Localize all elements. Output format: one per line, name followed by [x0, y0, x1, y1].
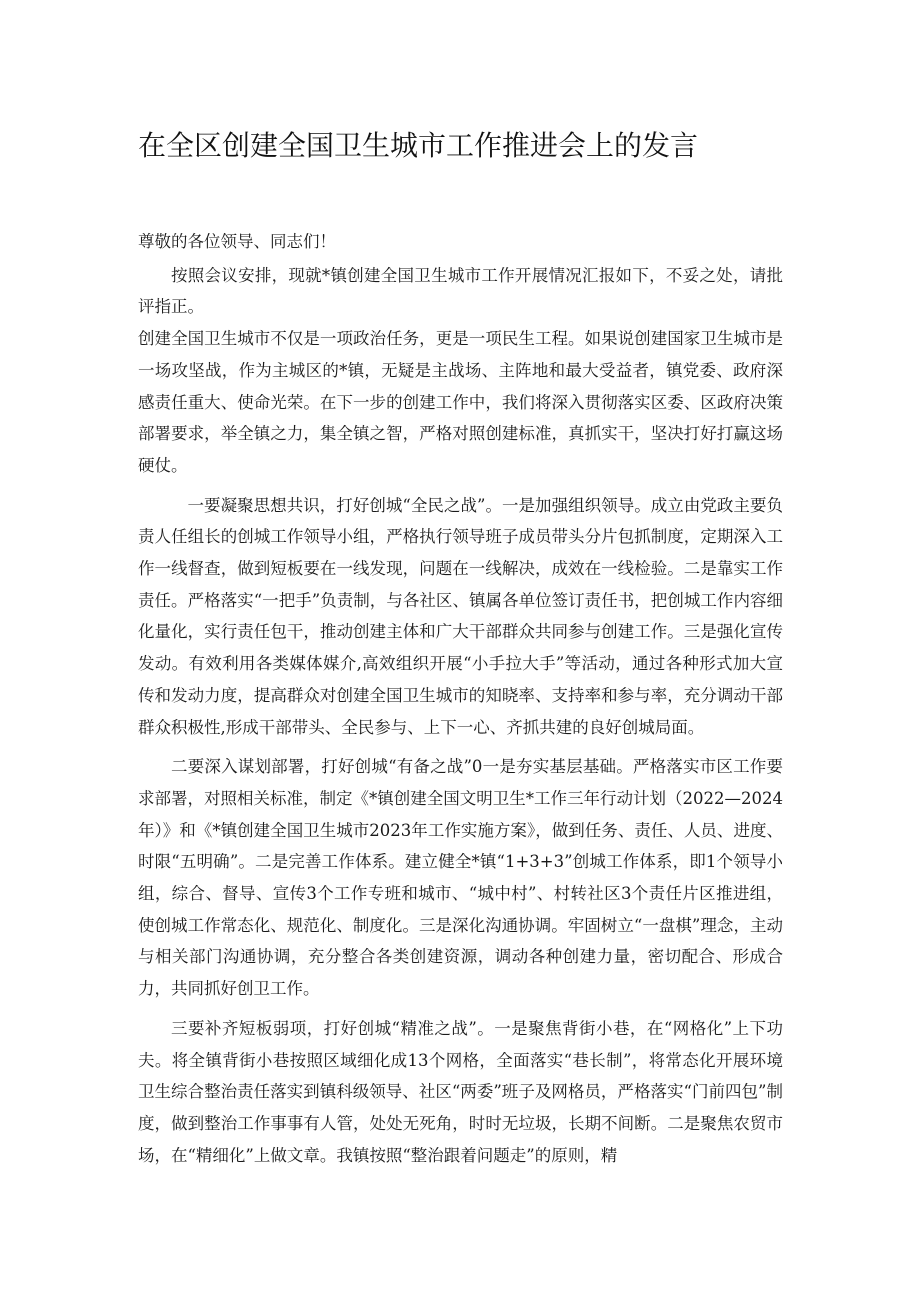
- paragraph-intro: 按照会议安排，现就*镇创建全国卫生城市工作开展情况汇报如下，不妥之处，请批评指正。: [138, 265, 783, 317]
- document-title: 在全区创建全国卫生城市工作推进会上的发言: [138, 129, 699, 162]
- paragraph-overview: 创建全国卫生城市不仅是一项政治任务，更是一项民生工程。如果说创建国家卫生城市是一场攻坚战，作为主城区的*镇，无疑是主战场、主阵地和最大受益者，镇党委、政府深感责任重大、使命光荣。在下一步的创建工作中，我们将深入贯彻落实区委、区政府决策部署要求，举全镇之力，集全镇之智，严格对照创建标准，真抓实干，坚决打好打赢这场硬仗。: [138, 329, 783, 475]
- document-body: [138, 226, 783, 1171]
- salutation: 尊敬的各位领导、同志们！: [138, 232, 336, 251]
- paragraph-point-two: 二要深入谋划部署，打好创城“有备之战”0一是夯实基层基础。严格落实市区工作要求部署，对照相关标准，制定《*镇创建全国文明卫生*工作三年行动计划（2022—2024年）》和《*镇创建全国卫生城市2023年工作实施方案》，做到任务、责任、人员、进度、时限“五明确”。二是完善工作体系。建立健全*镇“1+3+3”创城工作体系，即1个领导小组，综合、督导、宣传3个工作专班和城市、“城中村”、村转社区3个责任片区推进组，使创城工作常态化、规范化、制度化。三是深化沟通协调。牢固树立“一盘棋”理念，主动与相关部门沟通协调，充分整合各类创建资源，调动各种创建力量，密切配合、形成合力，共同抓好创卫工作。: [138, 757, 783, 999]
- paragraph-point-one: 一要凝聚思想共识，打好创城“全民之战”。一是加强组织领导。成立由党政主要负责人任组长的创城工作领导小组，严格执行领导班子成员带头分片包抓制度，定期深入工作一线督查，做到短板要在一线发现，问题在一线解决，成效在一线检验。二是靠实工作责任。严格落实“一把手”负责制，与各社区、镇属各单位签订责任书，把创城工作内容细化量化，实行责任包干，推动创建主体和广大干部群众共同参与创建工作。三是强化宣传发动。有效利用各类媒体媒介,高效组织开展“小手拉大手”等活动，通过各种形式加大宣传和发动力度，提高群众对创建全国卫生城市的知晓率、支持率和参与率，充分调动干部群众积极性,形成干部带头、全民参与、上下一心、齐抓共建的良好创城局面。: [138, 495, 783, 737]
- paragraph-point-three: 三要补齐短板弱项，打好创城“精准之战”。一是聚焦背街小巷，在“网格化”上下功夫。将全镇背街小巷按照区域细化成13个网格，全面落实“巷长制”，将常态化开展环境卫生综合整治责任落实到镇科级领导、社区“两委”班子及网格员，严格落实“门前四包”制度，做到整治工作事事有人管，处处无死角，时时无垃圾，长期不间断。二是聚焦农贸市场，在“精细化”上做文章。我镇按照“整治跟着问题走”的原则，精: [138, 1018, 783, 1165]
